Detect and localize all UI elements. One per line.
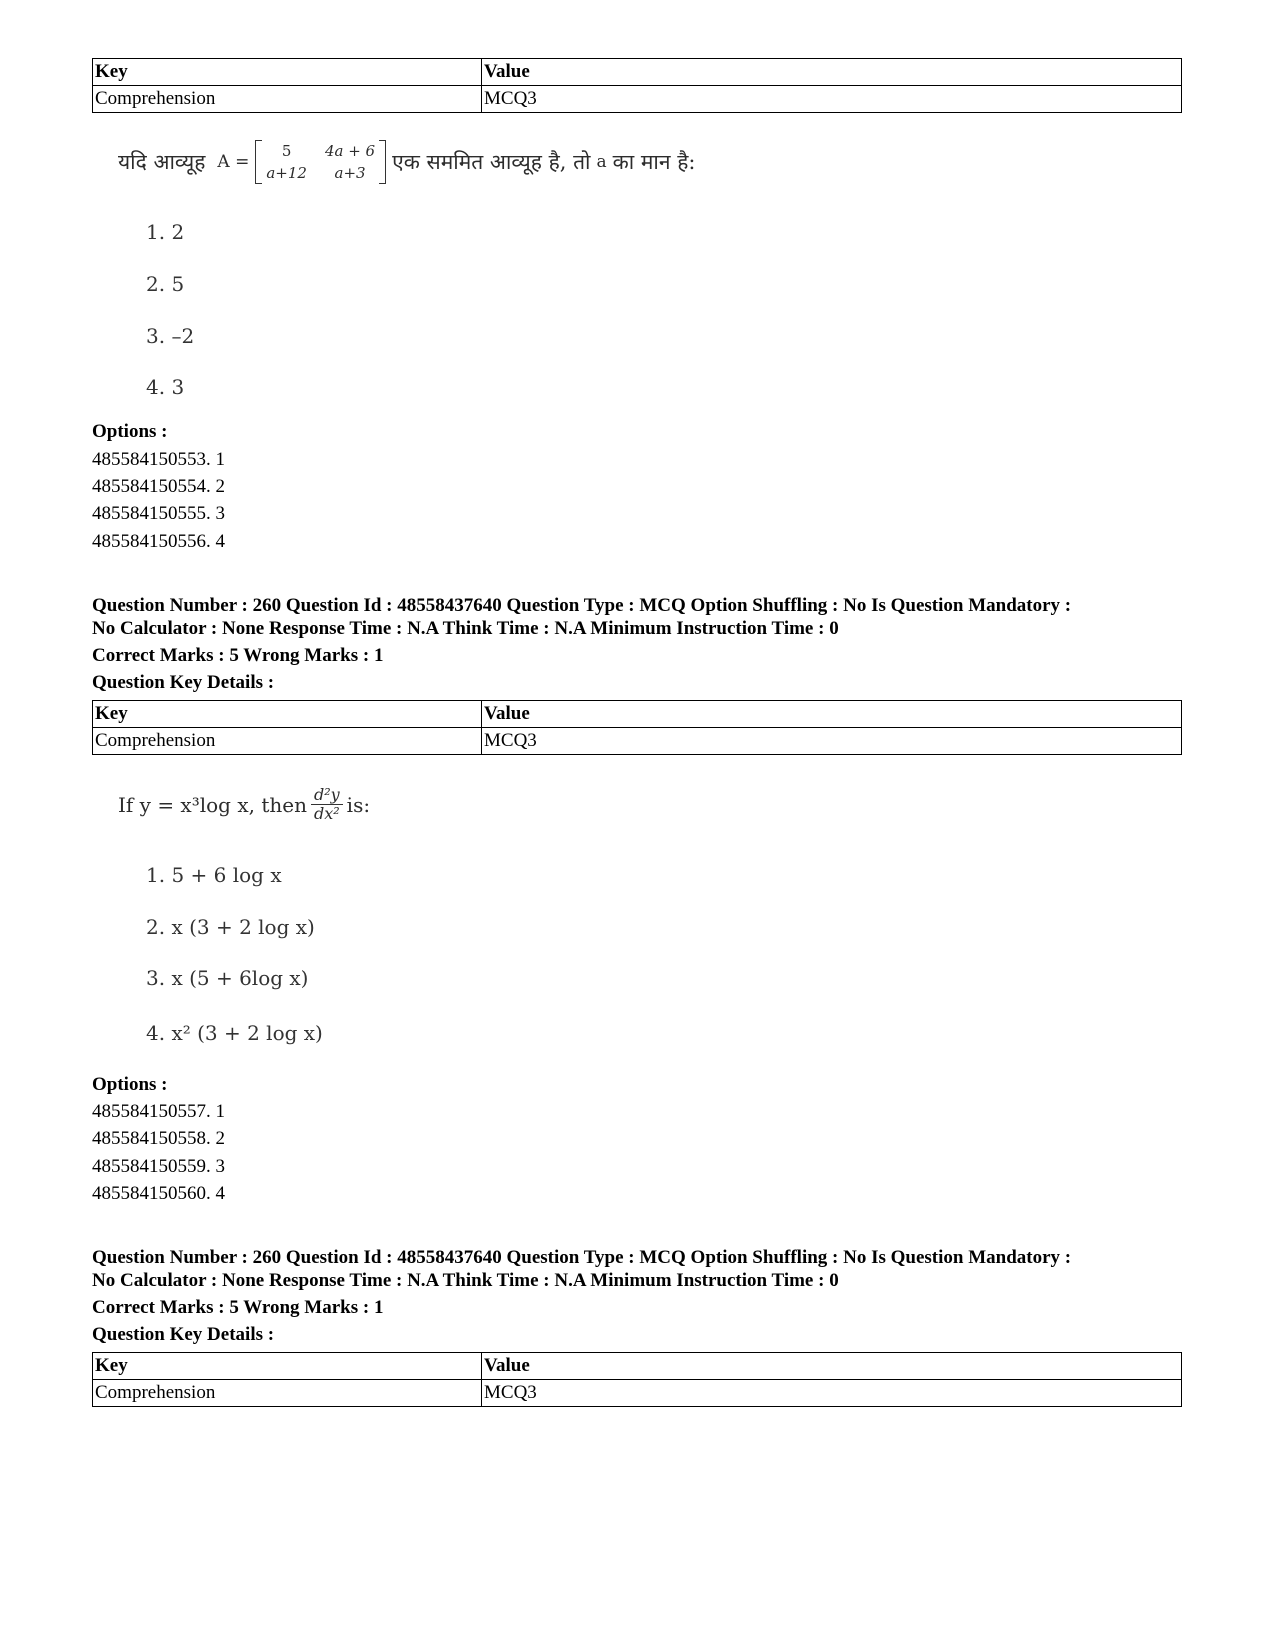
- option-item: 485584150557. 1: [92, 1101, 225, 1122]
- key-details-table: [92, 58, 1182, 113]
- table-header-key: Key: [93, 1353, 482, 1380]
- options-label: Options :: [92, 1074, 168, 1095]
- table-header-value: Value: [482, 1353, 1182, 1380]
- table-cell-key: Comprehension: [93, 728, 482, 755]
- option-item: 485584150553. 1: [92, 449, 225, 470]
- question-meta-line-2: No Calculator : None Response Time : N.A Think Time : N.A Minimum Instruction Time : 0: [92, 618, 839, 639]
- choice-2: 2. x (3 + 2 log x): [146, 915, 315, 939]
- question-marks: Correct Marks : 5 Wrong Marks : 1: [92, 645, 384, 666]
- table-cell-value: MCQ3: [482, 1380, 1182, 1407]
- option-item: 485584150554. 2: [92, 476, 225, 497]
- choice-3: 3. –2: [146, 324, 195, 348]
- question-marks: Correct Marks : 5 Wrong Marks : 1: [92, 1297, 384, 1318]
- option-item: 485584150555. 3: [92, 503, 225, 524]
- question-key-details-label: Question Key Details :: [92, 1324, 275, 1345]
- option-item: 485584150560. 4: [92, 1183, 225, 1204]
- option-item: 485584150556. 4: [92, 531, 225, 552]
- table-header-value: Value: [482, 701, 1182, 728]
- table-header-key: Key: [93, 59, 482, 86]
- question-meta-line-1: Question Number : 260 Question Id : 48558437640 Question Type : MCQ Option Shuffling : No Is Question Mandatory :: [92, 1247, 1072, 1268]
- question-key-details-label: Question Key Details :: [92, 672, 275, 693]
- table-cell-value: MCQ3: [482, 728, 1182, 755]
- options-label: Options :: [92, 421, 168, 442]
- choice-4: 4. x² (3 + 2 log x): [146, 1021, 323, 1045]
- question-meta-line-2: No Calculator : None Response Time : N.A Think Time : N.A Minimum Instruction Time : 0: [92, 1270, 839, 1291]
- choice-1: 1. 2: [146, 220, 185, 244]
- key-details-table: [92, 1352, 1182, 1407]
- table-cell-key: Comprehension: [93, 86, 482, 113]
- choice-3: 3. x (5 + 6log x): [146, 966, 309, 990]
- table-cell-value: MCQ3: [482, 86, 1182, 113]
- option-item: 485584150559. 3: [92, 1156, 225, 1177]
- choice-1: 1. 5 + 6 log x: [146, 863, 282, 887]
- choice-2: 2. 5: [146, 272, 185, 296]
- table-header-value: Value: [482, 59, 1182, 86]
- choice-4: 4. 3: [146, 375, 185, 399]
- question-meta-line-1: Question Number : 260 Question Id : 48558437640 Question Type : MCQ Option Shuffling : No Is Question Mandatory :: [92, 595, 1072, 616]
- matrix: 5 4a + 6 a+12 a+3: [255, 140, 386, 184]
- question-stem-2: If y = x³log x, then $\frac{\text{d²y}}{\text{dx²}}$ is:: [118, 785, 371, 823]
- key-details-table: [92, 700, 1182, 755]
- option-item: 485584150558. 2: [92, 1128, 225, 1149]
- table-cell-key: Comprehension: [93, 1380, 482, 1407]
- table-header-key: Key: [93, 701, 482, 728]
- fraction: $\frac{\text{d²y}}{\text{dx²}}$: [311, 786, 343, 823]
- question-stem-1: यदि आव्यूह A = 5 4a + 6 a+12 a+3 एक सममित आव्यूह है, तो a का मान है:: [118, 142, 696, 182]
